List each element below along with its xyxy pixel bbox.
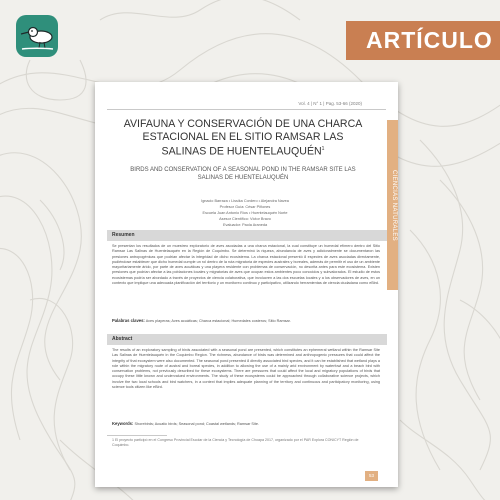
palabras-label: Palabras claves: (112, 318, 145, 323)
author-line: Profesor Guía: César Piñones (219, 205, 271, 209)
keywords (112, 421, 380, 426)
abstract-text: The results of an exploratory sampling of birds associated with a seasonal pond are presented, which constitutes an ephemeral wetland within the Ramsar Site Las Salinas de Huentelauquén in the Coquimbo Region. The richness, abundance of birds was determined and anthropogenic pressures that could affect the integrity of that ecosystem were also documented. The seasonal pond presented 8 directly associated bird species, and it can be established that wetland plays a role within the migratory route of austral and boreal species, in addition to allowing the use of a mainly arid environment by waterfowl and a beach bird with conservation problems, not previously described for these ecosystems. There are pressures that could affect the local and migratory populations of birds that occupy these little known and undervalued environments. The study of these ecosystems could be approached through collaborative science projects, which involve the two local schools and bird watchers, in a context that implies adequate planning of the territory and continuous and participatory monitoring, using science tools citizen like eBird. (112, 348, 380, 390)
site-logo[interactable] (16, 15, 58, 57)
article-banner (346, 21, 500, 60)
resumen-text: Se presentan los resultados de un muestreo exploratorio de aves asociadas a una charca estacional, la cual constituye un humedal efímero dentro del Sitio Ramsar Las Salinas de Huentelauquén en la Región de Coquimbo. Se determinó la riqueza, abundancia de aves y adicionalmente se documentaron las presiones antropogénicas que podrían afectar la integridad de dicho ecosistema. La charca estacional presentó 8 especies de aves asociadas directamente, pudiéndose establecer que dicho humedal cumple un rol dentro de la ruta migratoria de especies australes y boreales, además de permitir el uso de un ambiente mayoritariamente árido, por parte de aves acuáticas y una playera residente con problemas de conservación, no descrita antes para este ecosistema. Existen presiones que podrían afectar a las poblaciones locales y migratorias de aves que ocupan estos ambientes poco conocidos y subvalorados. El estudio de estos ecosistemas podría ser abordado a través de proyectos de ciencia colaborativa, que involucren a las dos escuelas locales y a los observadores de aves, en un contexto que implique una adecuada planificación del territorio y un monitoreo continuo y participativo, utilizando herramientas de ciencia ciudadana como eBird. (112, 244, 380, 286)
section-side-label: CIENCIAS NATURALES (391, 169, 397, 241)
author-line: Ignacio Barraza • Lissika Cordero • Alejandra Navea (201, 199, 289, 203)
author-line: Evaluador: Paola Araneda (222, 223, 268, 227)
article-subtitle: BIRDS AND CONSERVATION OF A SEASONAL POND IN THE RAMSAR SITE LAS SALINAS DE HUENTELAUQUÉN (130, 167, 356, 181)
article-title-text: AVIFAUNA Y CONSERVACIÓN DE UNA CHARCA ESTACIONAL EN EL SITIO RAMSAR LAS SALINAS DE HUENTELAUQUÉN (123, 118, 363, 158)
article-title (119, 118, 367, 158)
resumen-heading: Resumen (107, 230, 387, 241)
footnote: 1 El proyecto participó en el Congreso Provincial Escolar de la Ciencia y Tecnología de Choapa 2017, organizado por el PAR Explora CONICYT Región de Coquimbo. (112, 438, 359, 447)
header-rule (107, 109, 386, 110)
palabras-claves (112, 318, 380, 323)
article-page (95, 82, 398, 487)
abstract-heading: Abstract (107, 334, 387, 345)
keywords-label: Keywords: (112, 421, 134, 426)
keywords-value: Shorebirds; Acuatic birds; Seasonal pond; Coastal wetlands; Ramsar Site. (134, 422, 260, 426)
page-number: 53 (365, 471, 378, 481)
palabras-value: Aves playeras; Aves acuáticas; Charca estacional; Humedales costeros; Sitio Ramsar. (145, 319, 291, 323)
author-line: Asesor Científico: Víctor Bravo (219, 217, 271, 221)
author-line: Escuela Juan Antonio Ríos • Huentelauquén Norte (202, 211, 288, 215)
bird-icon (16, 15, 58, 57)
banner-label: ARTÍCULO (366, 27, 493, 53)
journal-meta: Vol. 4 | N° 1 | Pag. 53-66 (2020) (298, 101, 362, 106)
author-block (155, 198, 335, 228)
title-footnote-mark: 1 (321, 146, 325, 152)
footnote-rule (107, 435, 167, 436)
